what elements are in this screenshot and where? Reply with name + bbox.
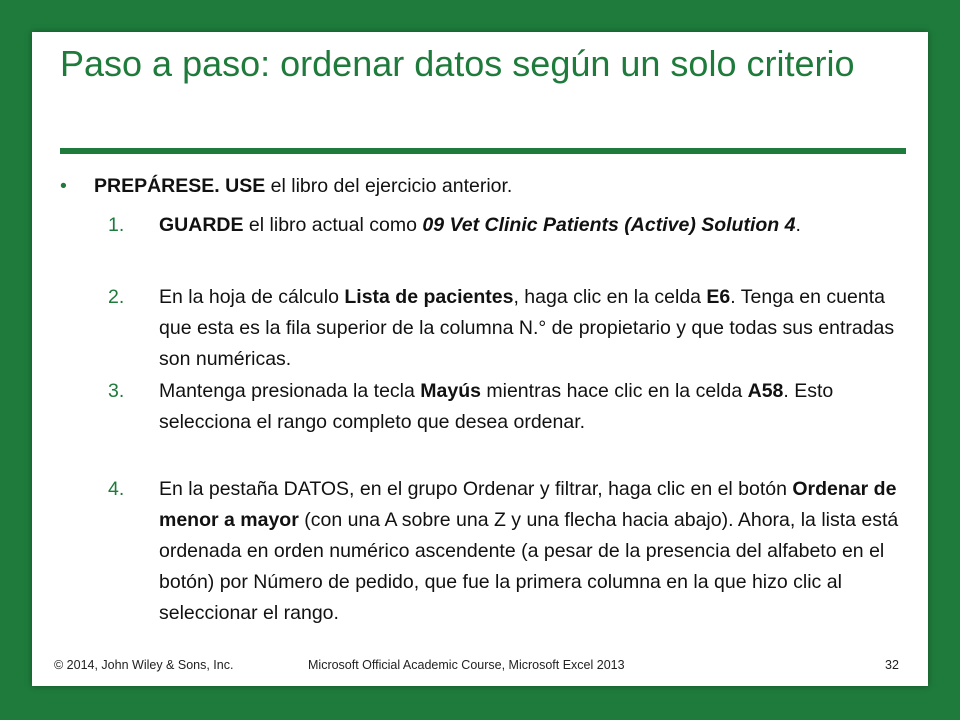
bullet-text: el libro del ejercicio anterior.: [265, 175, 513, 197]
step-bold: Lista de pacientes: [344, 286, 514, 308]
step-text-part: . Esto selecciona el rango completo que desea ordenar.: [159, 380, 834, 433]
step-bold: GUARDE: [159, 214, 244, 236]
step-text-part: mientras hace clic en la celda: [480, 380, 748, 402]
file-name: 09 Vet Clinic Patients (Active) Solution 4: [422, 214, 796, 236]
step-number: 3.: [108, 380, 125, 402]
step-number: 2.: [108, 286, 125, 308]
step-number: 4.: [108, 478, 125, 500]
step-text-part: En la pestaña DATOS, en el grupo Ordenar y filtrar, haga clic en el botón: [159, 478, 793, 500]
bullet-bold-2: USE: [225, 175, 266, 197]
step-text-part: (con una A sobre una Z y una flecha hacia abajo). Ahora, la lista está ordenada en orden numérico ascendente (a pesar de la presencia del alfabeto en el botón) por Número de pedido, que fue la primera columna en la que hizo clic al seleccionar el rango.: [159, 509, 899, 624]
step-bold: E6: [706, 286, 731, 308]
step-text-part: , haga clic en la celda: [513, 286, 707, 308]
step-text-part: el libro actual como: [243, 214, 423, 236]
step-text-part: .: [795, 214, 801, 236]
bullet-bold-1: PREPÁRESE.: [94, 175, 220, 197]
bullet-icon: •: [60, 175, 67, 197]
bullet-intro: [60, 175, 512, 198]
step-text: [159, 474, 899, 629]
step-text-part: Mantenga presionada la tecla: [159, 380, 421, 402]
step-text-part: . Tenga en cuenta que esta es la fila superior de la columna N.° de propietario y que todas sus entradas son numéricas.: [159, 286, 895, 370]
footer-course: Microsoft Official Academic Course, Microsoft Excel 2013: [308, 658, 625, 672]
step-text: [159, 210, 899, 241]
step-text: [159, 282, 899, 375]
slide: [32, 32, 928, 686]
title-divider: [60, 148, 906, 154]
step-number: 1.: [108, 214, 125, 236]
footer-page-number: 32: [885, 658, 899, 672]
step-text-part: En la hoja de cálculo: [159, 286, 345, 308]
slide-title: Paso a paso: ordenar datos según un solo criterio: [60, 43, 855, 84]
footer-copyright: © 2014, John Wiley & Sons, Inc.: [54, 658, 234, 672]
step-bold: Mayús: [420, 380, 481, 402]
step-text: [159, 376, 899, 438]
step-bold: A58: [747, 380, 784, 402]
step-bold: Ordenar de menor a mayor: [159, 478, 897, 531]
